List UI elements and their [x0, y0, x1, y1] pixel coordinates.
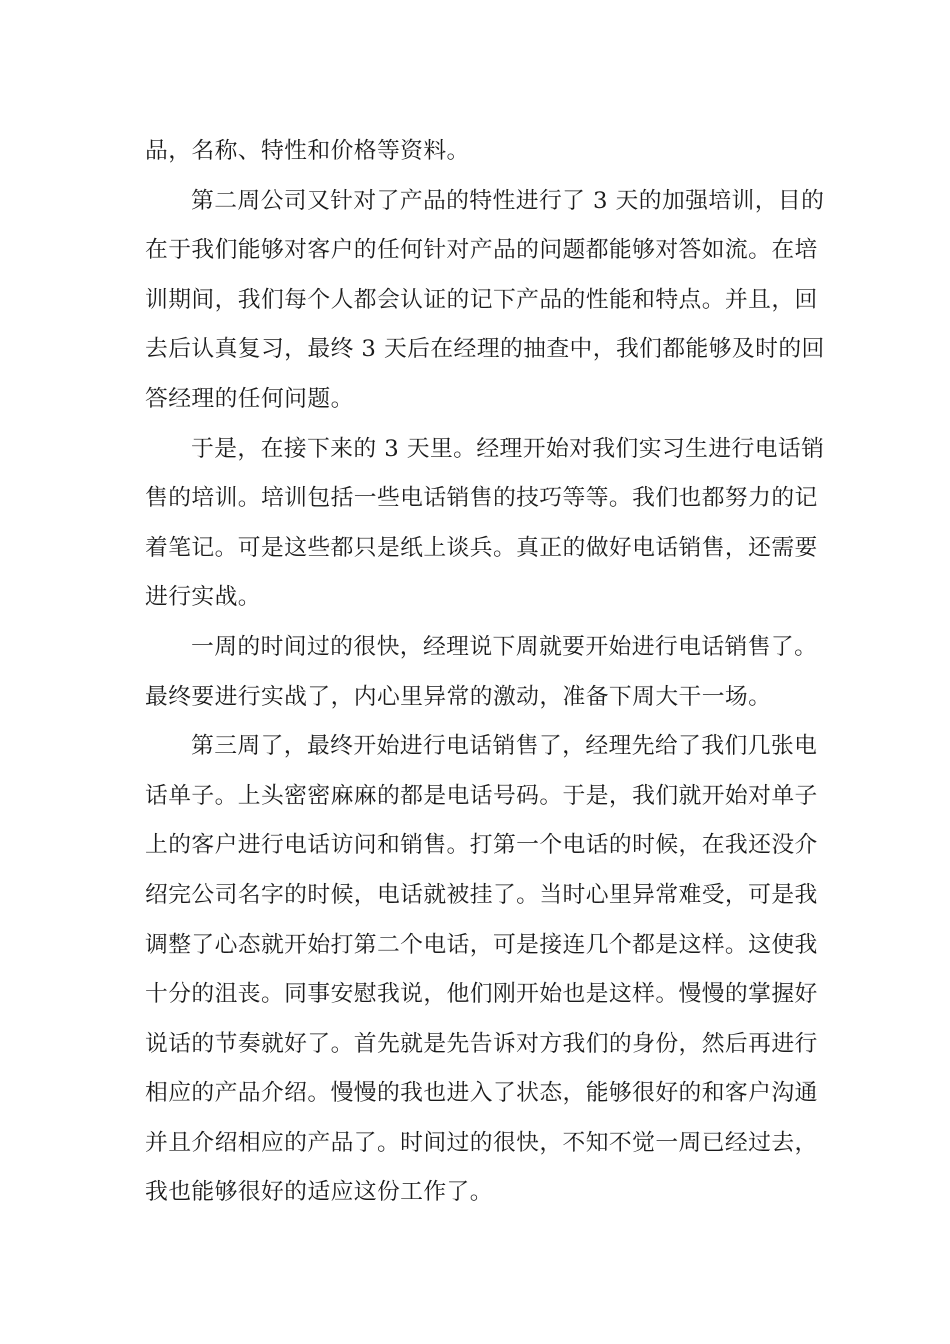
text-line: 一周的时间过的很快，经理说下周就要开始进行电话销售了。	[191, 633, 818, 660]
text-line: 我也能够很好的适应这份工作了。	[145, 1179, 493, 1206]
text-line: 最终要进行实战了，内心里异常的激动，准备下周大干一场。	[145, 683, 772, 710]
text-line: 上的客户进行电话访问和销售。打第一个电话的时候，在我还没介	[145, 832, 818, 859]
text-line: 训期间，我们每个人都会认证的记下产品的性能和特点。并且，回	[145, 286, 818, 313]
paragraph-5	[145, 722, 818, 1218]
text-line: 调整了心态就开始打第二个电话，可是接连几个都是这样。这使我	[145, 931, 818, 958]
text-line: 在于我们能够对客户的任何针对产品的问题都能够对答如流。在培	[145, 237, 818, 264]
paragraph-1	[145, 127, 807, 177]
text-line: 十分的沮丧。同事安慰我说，他们刚开始也是这样。慢慢的掌握好	[145, 981, 818, 1008]
text-line: 着笔记。可是这些都只是纸上谈兵。真正的做好电话销售，还需要	[145, 534, 818, 561]
text-line: 进行实战。	[145, 584, 261, 611]
text-line: 第二周公司又针对了产品的特性进行了 3 天的加强培训，目的	[191, 187, 825, 214]
text-line: 相应的产品介绍。慢慢的我也进入了状态，能够很好的和客户沟通	[145, 1080, 818, 1107]
text-line: 售的培训。培训包括一些电话销售的技巧等等。我们也都努力的记	[145, 485, 818, 512]
text-line: 品，名称、特性和价格等资料。	[145, 138, 470, 164]
text-line: 话单子。上头密密麻麻的都是电话号码。于是，我们就开始对单子	[145, 782, 818, 809]
document-page	[145, 127, 825, 1218]
text-line: 去后认真复习，最终 3 天后在经理的抽查中，我们都能够及时的回	[145, 336, 825, 363]
text-line: 说话的节奏就好了。首先就是先告诉对方我们的身份，然后再进行	[145, 1030, 818, 1057]
paragraph-4	[145, 623, 818, 722]
text-line: 绍完公司名字的时候，电话就被挂了。当时心里异常难受，可是我	[145, 881, 818, 908]
text-line: 第三周了，最终开始进行电话销售了，经理先给了我们几张电	[191, 733, 818, 760]
text-line: 于是，在接下来的 3 天里。经理开始对我们实习生进行电话销	[191, 435, 825, 462]
text-line: 并且介绍相应的产品了。时间过的很快，不知不觉一周已经过去，	[145, 1129, 818, 1156]
paragraph-3	[145, 425, 825, 623]
paragraph-2	[145, 177, 825, 425]
text-line: 答经理的任何问题。	[145, 385, 354, 412]
